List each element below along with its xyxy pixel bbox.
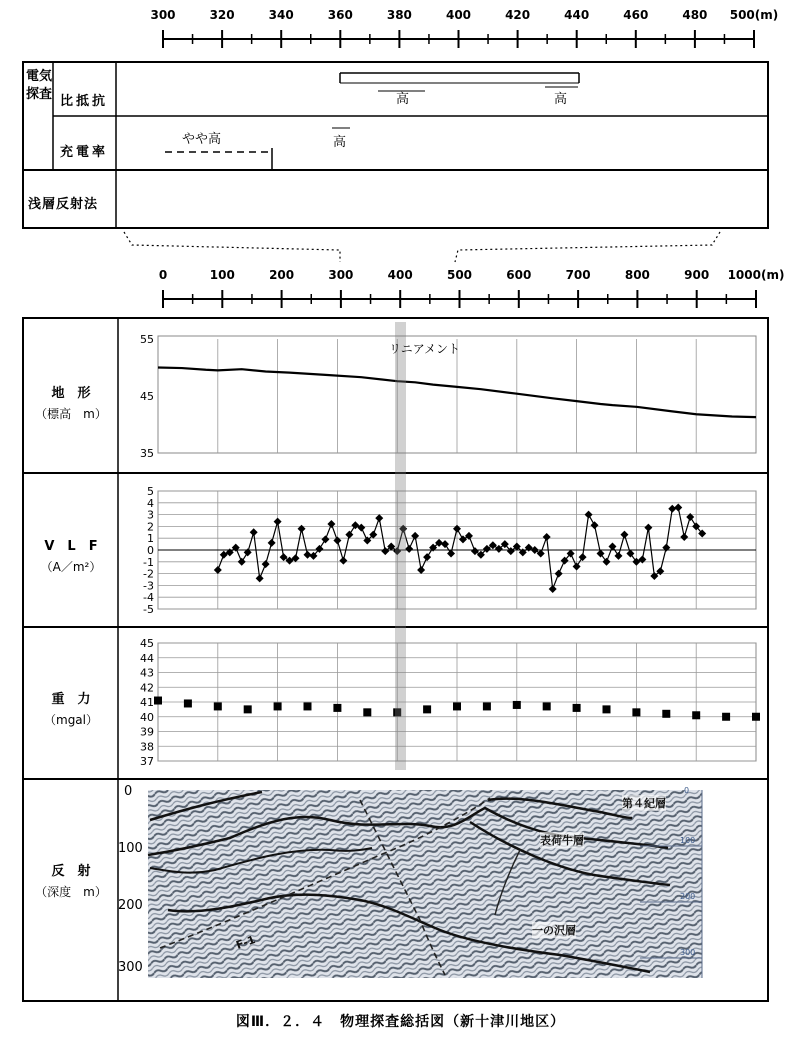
axis-tick-label: 100: [209, 268, 235, 282]
axis-tick-label: 1000(m): [727, 268, 785, 282]
y-tick-label: -2: [143, 567, 154, 581]
y-tick-label: 1: [147, 532, 154, 546]
y-tick-label: 39: [140, 725, 154, 739]
axis-tick-label: 400: [387, 268, 413, 282]
axis-tick-label: 500: [446, 268, 473, 282]
y-tick-label: 0: [147, 544, 154, 557]
axis-tick-label: 700: [565, 268, 591, 282]
omoteniushi-layer-label: 表荷牛層: [540, 834, 584, 847]
lineament-label: リニアメント: [389, 342, 461, 356]
data-point: [573, 704, 581, 712]
fault-f1-label: F-1: [234, 933, 258, 952]
data-point: [513, 701, 521, 709]
y-tick-label: 43: [140, 666, 154, 680]
data-point: [483, 702, 491, 710]
vlf-chart: [143, 485, 756, 616]
gravity-unit: （mgal）: [44, 713, 98, 727]
data-point: [453, 702, 461, 710]
reflection-label: 反 射: [51, 864, 91, 879]
y-tick-label: 45: [140, 390, 154, 403]
vlf-unit: （A／m²）: [40, 560, 102, 574]
vlf-label: V L F: [44, 539, 98, 554]
reflection-right-tick: 0: [684, 786, 690, 795]
y-tick-label: 5: [147, 485, 154, 498]
y-tick-label: 37: [140, 755, 154, 768]
axis-tick-label: 420: [505, 8, 531, 22]
reflection-right-tick: 300: [680, 948, 696, 957]
data-point: [423, 705, 431, 713]
y-tick-label: 38: [140, 740, 154, 754]
gravity-label: 重 力: [51, 692, 91, 707]
y-tick-label: 55: [140, 333, 154, 346]
axis-tick-label: 300: [328, 268, 354, 282]
axis-tick-label: 460: [623, 8, 649, 22]
main-axis: [159, 268, 785, 308]
quaternary-layer-label: 第４紀層: [622, 797, 666, 810]
axis-tick-label: 440: [564, 8, 590, 22]
axis-tick-label: 480: [682, 8, 708, 22]
data-point: [543, 702, 551, 710]
data-point: [274, 702, 282, 710]
seismic-image: [148, 790, 702, 978]
axis-tick-label: 600: [506, 268, 532, 282]
chargeability-slightly-high-label: やや高: [182, 132, 222, 147]
data-point: [632, 708, 640, 716]
topography-unit: （標高 m）: [35, 407, 107, 421]
electrical-survey-label: 電気探査: [26, 69, 53, 102]
data-point: [662, 710, 670, 718]
reflection-section: [148, 790, 702, 978]
data-point: [363, 708, 371, 716]
data-point: [722, 713, 730, 721]
reflection-right-tick: 100: [680, 836, 696, 845]
resistivity-high-label-1: 高: [396, 92, 410, 107]
y-tick-label: 45: [140, 637, 154, 650]
depth-tick: 200: [118, 898, 143, 913]
axis-tick-label: 0: [158, 268, 168, 282]
y-tick-label: 44: [140, 651, 154, 665]
axis-tick-label: 340: [268, 8, 294, 22]
axis-tick-label: 320: [209, 8, 235, 22]
y-tick-label: 42: [140, 681, 154, 695]
axis-tick-label: 800: [624, 268, 650, 282]
data-point: [244, 705, 252, 713]
axis-tick-label: 200: [269, 268, 295, 282]
lineament-band: [395, 322, 406, 770]
chargeability-high-label: 高: [333, 135, 347, 150]
y-tick-label: -4: [143, 591, 154, 605]
y-tick-label: -3: [143, 579, 154, 593]
axis-tick-label: 900: [684, 268, 710, 282]
y-tick-label: 4: [147, 496, 154, 510]
data-point: [214, 702, 222, 710]
reflection-right-tick: 200: [680, 892, 696, 901]
resistivity-high-bracket: [340, 73, 579, 91]
y-tick-label: 41: [140, 696, 154, 709]
data-point: [333, 704, 341, 712]
chargeability-label: 充電率: [60, 145, 109, 160]
axis-tick-label: 360: [327, 8, 353, 22]
data-point: [752, 713, 760, 721]
axis-tick-label: 380: [386, 8, 412, 22]
y-tick-label: -1: [143, 555, 154, 569]
depth-tick: 100: [118, 841, 143, 856]
y-tick-label: 40: [140, 710, 154, 724]
axis-tick-label: 400: [445, 8, 472, 22]
data-point: [154, 697, 162, 705]
figure-caption: 図Ⅲ．２．４ 物理探査総括図（新十津川地区）: [235, 1014, 566, 1030]
y-tick-label: 35: [140, 447, 154, 460]
shallow-reflection-label: 浅層反射法: [28, 197, 99, 212]
resistivity-high-label-2: 高: [554, 92, 568, 107]
data-point: [184, 699, 192, 707]
depth-tick: 300: [118, 960, 143, 975]
axis-tick-label: 300: [150, 8, 176, 22]
data-point: [603, 705, 611, 713]
reflection-unit: （深度 m）: [35, 885, 107, 899]
ichinosawa-layer-label: 一の沢層: [532, 924, 576, 937]
topography-label: 地 形: [51, 386, 91, 401]
gravity-chart: [140, 637, 760, 768]
data-point: [692, 711, 700, 719]
top-axis: [150, 8, 778, 48]
axis-tick-label: 500(m): [729, 8, 779, 22]
resistivity-label: 比抵抗: [60, 94, 109, 109]
y-tick-label: 2: [147, 520, 154, 534]
data-point: [304, 702, 312, 710]
y-tick-label: -5: [143, 603, 154, 616]
depth-tick: 0: [124, 784, 133, 799]
y-tick-label: 3: [147, 508, 154, 522]
